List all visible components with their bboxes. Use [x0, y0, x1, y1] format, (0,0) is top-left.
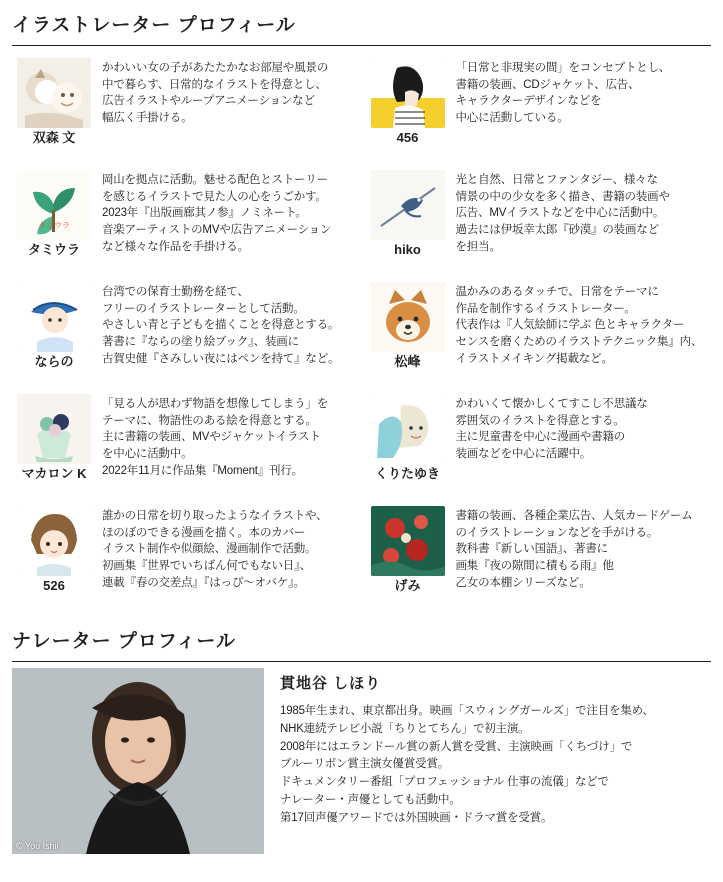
profile-description: 岡山を拠点に活動。魅せる配色とストーリー を感じるイラストで見た人の心をうごかす。 2023年『出版画廊其ノ参』ノミネート。 音楽アーティストのMVや広告アニメーション など様々な作品を手掛ける。 [102, 174, 332, 253]
shiba-inu-dog-avatar [371, 282, 445, 352]
profile-name: 456 [396, 130, 419, 145]
blue-bird-branch-avatar [371, 170, 445, 240]
dessert-parfait-avatar [17, 394, 91, 464]
short-hair-girl-avatar [17, 506, 91, 576]
profile-card [8, 52, 362, 164]
narrator-text-block [264, 668, 654, 828]
profile-avatar-block [12, 282, 96, 369]
profile-name: タミウラ [27, 242, 80, 257]
pastel-face-avatar [371, 394, 445, 464]
profile-avatar-block [366, 394, 450, 481]
profile-description: 台湾での保育士勤務を経て、 フリーのイラストレーターとして活動。 やさしい青と子どもを描くことを得意とする。 著書に『ならの塗り絵ブック』、装画に 古賀史健『さみしい夜にはペンを持て』など。 [102, 286, 340, 365]
profile-description: 「見る人が思わず物語を想像してしまう」を テーマに、物語性のある絵を得意とする。 主に書籍の装画、MVやジャケットイラスト を中心に活動中。 2022年11月に作品集『Moment』刊行。 [102, 398, 328, 477]
profile-page [0, 10, 723, 882]
profile-avatar-block [366, 506, 450, 593]
profile-card [362, 500, 716, 612]
profile-name: げみ [394, 578, 421, 593]
girl-with-blue-hat-avatar [17, 282, 91, 352]
profile-name: 526 [43, 578, 65, 593]
profile-description: かわいくて懐かしくてすこし不思議な 雰囲気のイラストを得意とする。 主に児童書を中心に漫画や書籍の 装画などを中心に活躍中。 [455, 398, 648, 461]
profile-card [362, 52, 716, 164]
svg-text:タミウラ: タミウラ [38, 221, 70, 230]
profile-card [8, 276, 362, 388]
section-divider [12, 45, 711, 46]
profile-name: 松峰 [394, 354, 421, 369]
profile-avatar-block [12, 58, 96, 145]
profile-avatar-block [366, 58, 450, 145]
red-floral-illustration-avatar [371, 506, 445, 576]
profile-card [362, 164, 716, 276]
profile-avatar-block [12, 506, 96, 593]
photo-credit: © You Ishii [16, 841, 59, 851]
illustrator-grid [0, 52, 723, 612]
illustrator-section-title: イラストレーター プロフィール [12, 15, 296, 36]
profile-avatar-block [12, 170, 96, 257]
profile-avatar-block [12, 394, 96, 481]
profile-description: 光と自然、日常とファンタジー、様々な 情景の中の少女を多く描き、書籍の装画や 広告、MVイラストなどを中心に活動中。 過去には伊坂幸太郎『砂漠』の装画など を担当。 [455, 174, 670, 253]
profile-avatar-block [366, 282, 450, 369]
narrator-block [0, 668, 723, 854]
narrator-portrait-photo [12, 668, 264, 854]
profile-card [8, 164, 362, 276]
profile-avatar-block [366, 170, 450, 257]
profile-card [362, 388, 716, 500]
profile-card [8, 500, 362, 612]
profile-name: くりたゆき [374, 466, 440, 481]
profile-card [362, 276, 716, 388]
section-divider [12, 661, 711, 662]
profile-name: ならの [34, 354, 74, 369]
profile-description: 温かみのあるタッチで、日常をテーマに 作品を制作するイラストレーター。 代表作は『人気絵師に学ぶ 色とキャラクター センスを磨くためのイラストテクニック集』内、 イラストメイキング掲載など。 [455, 286, 703, 365]
profile-name: hiko [394, 242, 421, 257]
narrator-name: 貫地谷 しほり [280, 675, 382, 692]
profile-card [8, 388, 362, 500]
profile-description: 書籍の装画、各種企業広告、人気カードゲーム のイラストレーションなどを手がける。 教科書『新しい国語』、著書に 画集『夜の隙間に積もる雨』他 乙女の本棚シリーズなど。 [455, 510, 693, 589]
profile-description: かわいい女の子があたたかなお部屋や風景の 中で暮らす、日常的なイラストを得意とし、 広告イラストやループアニメーションなど 幅広く手掛ける。 [102, 62, 328, 125]
narrator-section-title: ナレーター プロフィール [12, 631, 236, 652]
narrator-description: 1985年生まれ、東京都出身。映画「スウィングガールズ」で注目を集め、 NHK連続テレビ小説「ちりとてちん」で初主演。 2008年にはエランドール賞の新人賞を受賞、主演映画「くちづけ」で ブルーリボン賞主演女優賞受賞。 ドキュメンタリー番組「プロフェッショナル 仕事の流儀」などで ナレーター・声優としても活動中。 第17回声優アワードでは外国映画・ドラマ賞を受賞。 [280, 705, 654, 824]
profile-name: マカロン K [21, 466, 87, 481]
yellow-portrait-avatar [371, 58, 445, 128]
profile-name: 双森 文 [32, 130, 76, 145]
profile-description: 「日常と非現実の間」をコンセプトとし、 書籍の装画、CDジャケット、広告、 キャラクターデザインなどを 中心に活動している。 [455, 62, 671, 125]
cat-girl-illustration-avatar [17, 58, 91, 128]
profile-description: 誰かの日常を切り取ったようなイラストや、 ほのぼのできる漫画を描く。本のカバー イラスト制作や似顔絵、漫画制作で活動。 初画集『世界でいちばん何でもない日』、 連載『春の交差点』『はっぴ〜オバケ』。 [102, 510, 328, 589]
monstera-plant-avatar [17, 170, 91, 240]
